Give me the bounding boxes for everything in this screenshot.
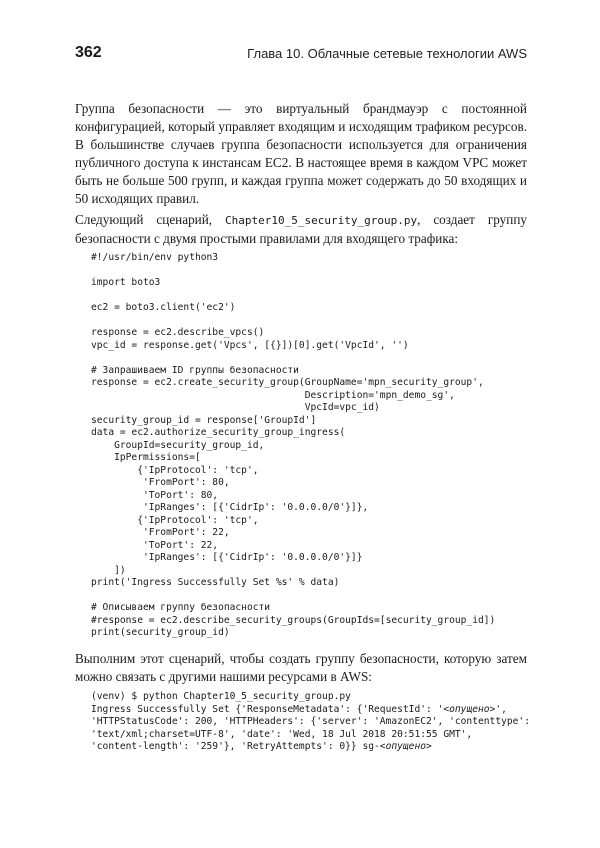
script-code-block: #!/usr/bin/env python3 import boto3 ec2 = boto3.client('ec2') response = ec2.describe_vpcs() vpc_id = response.get('Vpcs', [{}])[0].get('VpcId', '') # Запрашиваем ID группы безопасности response = ec2.create_security_group(GroupName='mpn_security_group', Description='mpn_demo_sg', VpcId=vpc_id) security_group_id = response['GroupId'] data = ec2.authorize_security_group_ingress( GroupId=security_group_id, IpPermissions=[ {'IpProtocol': 'tcp', 'FromPort': 80, 'ToPort': 80, 'IpRanges': [{'CidrIp': '0.0.0.0/0'}]}, {'IpProtocol': 'tcp', 'FromPort': 22, 'ToPort': 22, 'IpRanges': [{'CidrIp': '0.0.0.0/0'}]} ]) print('Ingress Successfully Set %s' % data) # Описываем группу безопасности #response = ec2.describe_security_groups(GroupIds=[security_group_id]) print(security_group_id) xyxy=(91,252,496,638)
run-paragraph: Выполним этот сценарий, чтобы создать группу безопасности, которую затем можно связать с другими нашими ресурсами в AWS: xyxy=(75,651,527,684)
output-line: Ingress Successfully Set {'ResponseMetadata': {'RequestId': ' xyxy=(91,703,444,715)
scenario-text-before: Следующий сценарий, xyxy=(75,212,226,227)
output-line: 'content-length': '259'}, 'RetryAttempts': 0}} sg- xyxy=(91,741,380,752)
output-line: ', xyxy=(495,703,507,715)
chapter-title: Глава 10. Облачные сетевые технологии AWS xyxy=(247,46,527,61)
omitted-placeholder: <опущено> xyxy=(443,703,496,715)
page-header xyxy=(75,44,527,68)
output-line: 'text/xml;charset=UTF-8', 'date': 'Wed, 18 Jul 2018 20:51:55 GMT', xyxy=(91,728,473,740)
output-code-block xyxy=(91,691,530,754)
output-command-line: (venv) $ python Chapter10_5_security_group.py xyxy=(91,691,351,702)
output-line: 'HTTPStatusCode': 200, 'HTTPHeaders': {'server': 'AmazonEC2', 'contenttype': xyxy=(91,716,530,727)
omitted-placeholder: <опущено> xyxy=(379,741,432,752)
page-number: 362 xyxy=(75,44,102,61)
scenario-text-after: , создает группу безопасности с двумя простыми правилами для входящего трафика: xyxy=(75,212,527,246)
script-filename: Chapter10_5_security_group.py xyxy=(225,214,418,227)
intro-paragraph: Группа безопасности — это виртуальный брандмауэр с постоянной конфигурацией, который управляет входящим и исходящим трафиком ресурсов. В большинстве случаев группа безопасности используется для ограничения публичного доступа к инстансам EC2. В настоящее время в каждом VPC может быть не больше 500 групп, и каждая группа может содержать до 50 входящих и 50 исходящих правил. xyxy=(75,101,527,206)
scenario-paragraph xyxy=(75,211,527,248)
